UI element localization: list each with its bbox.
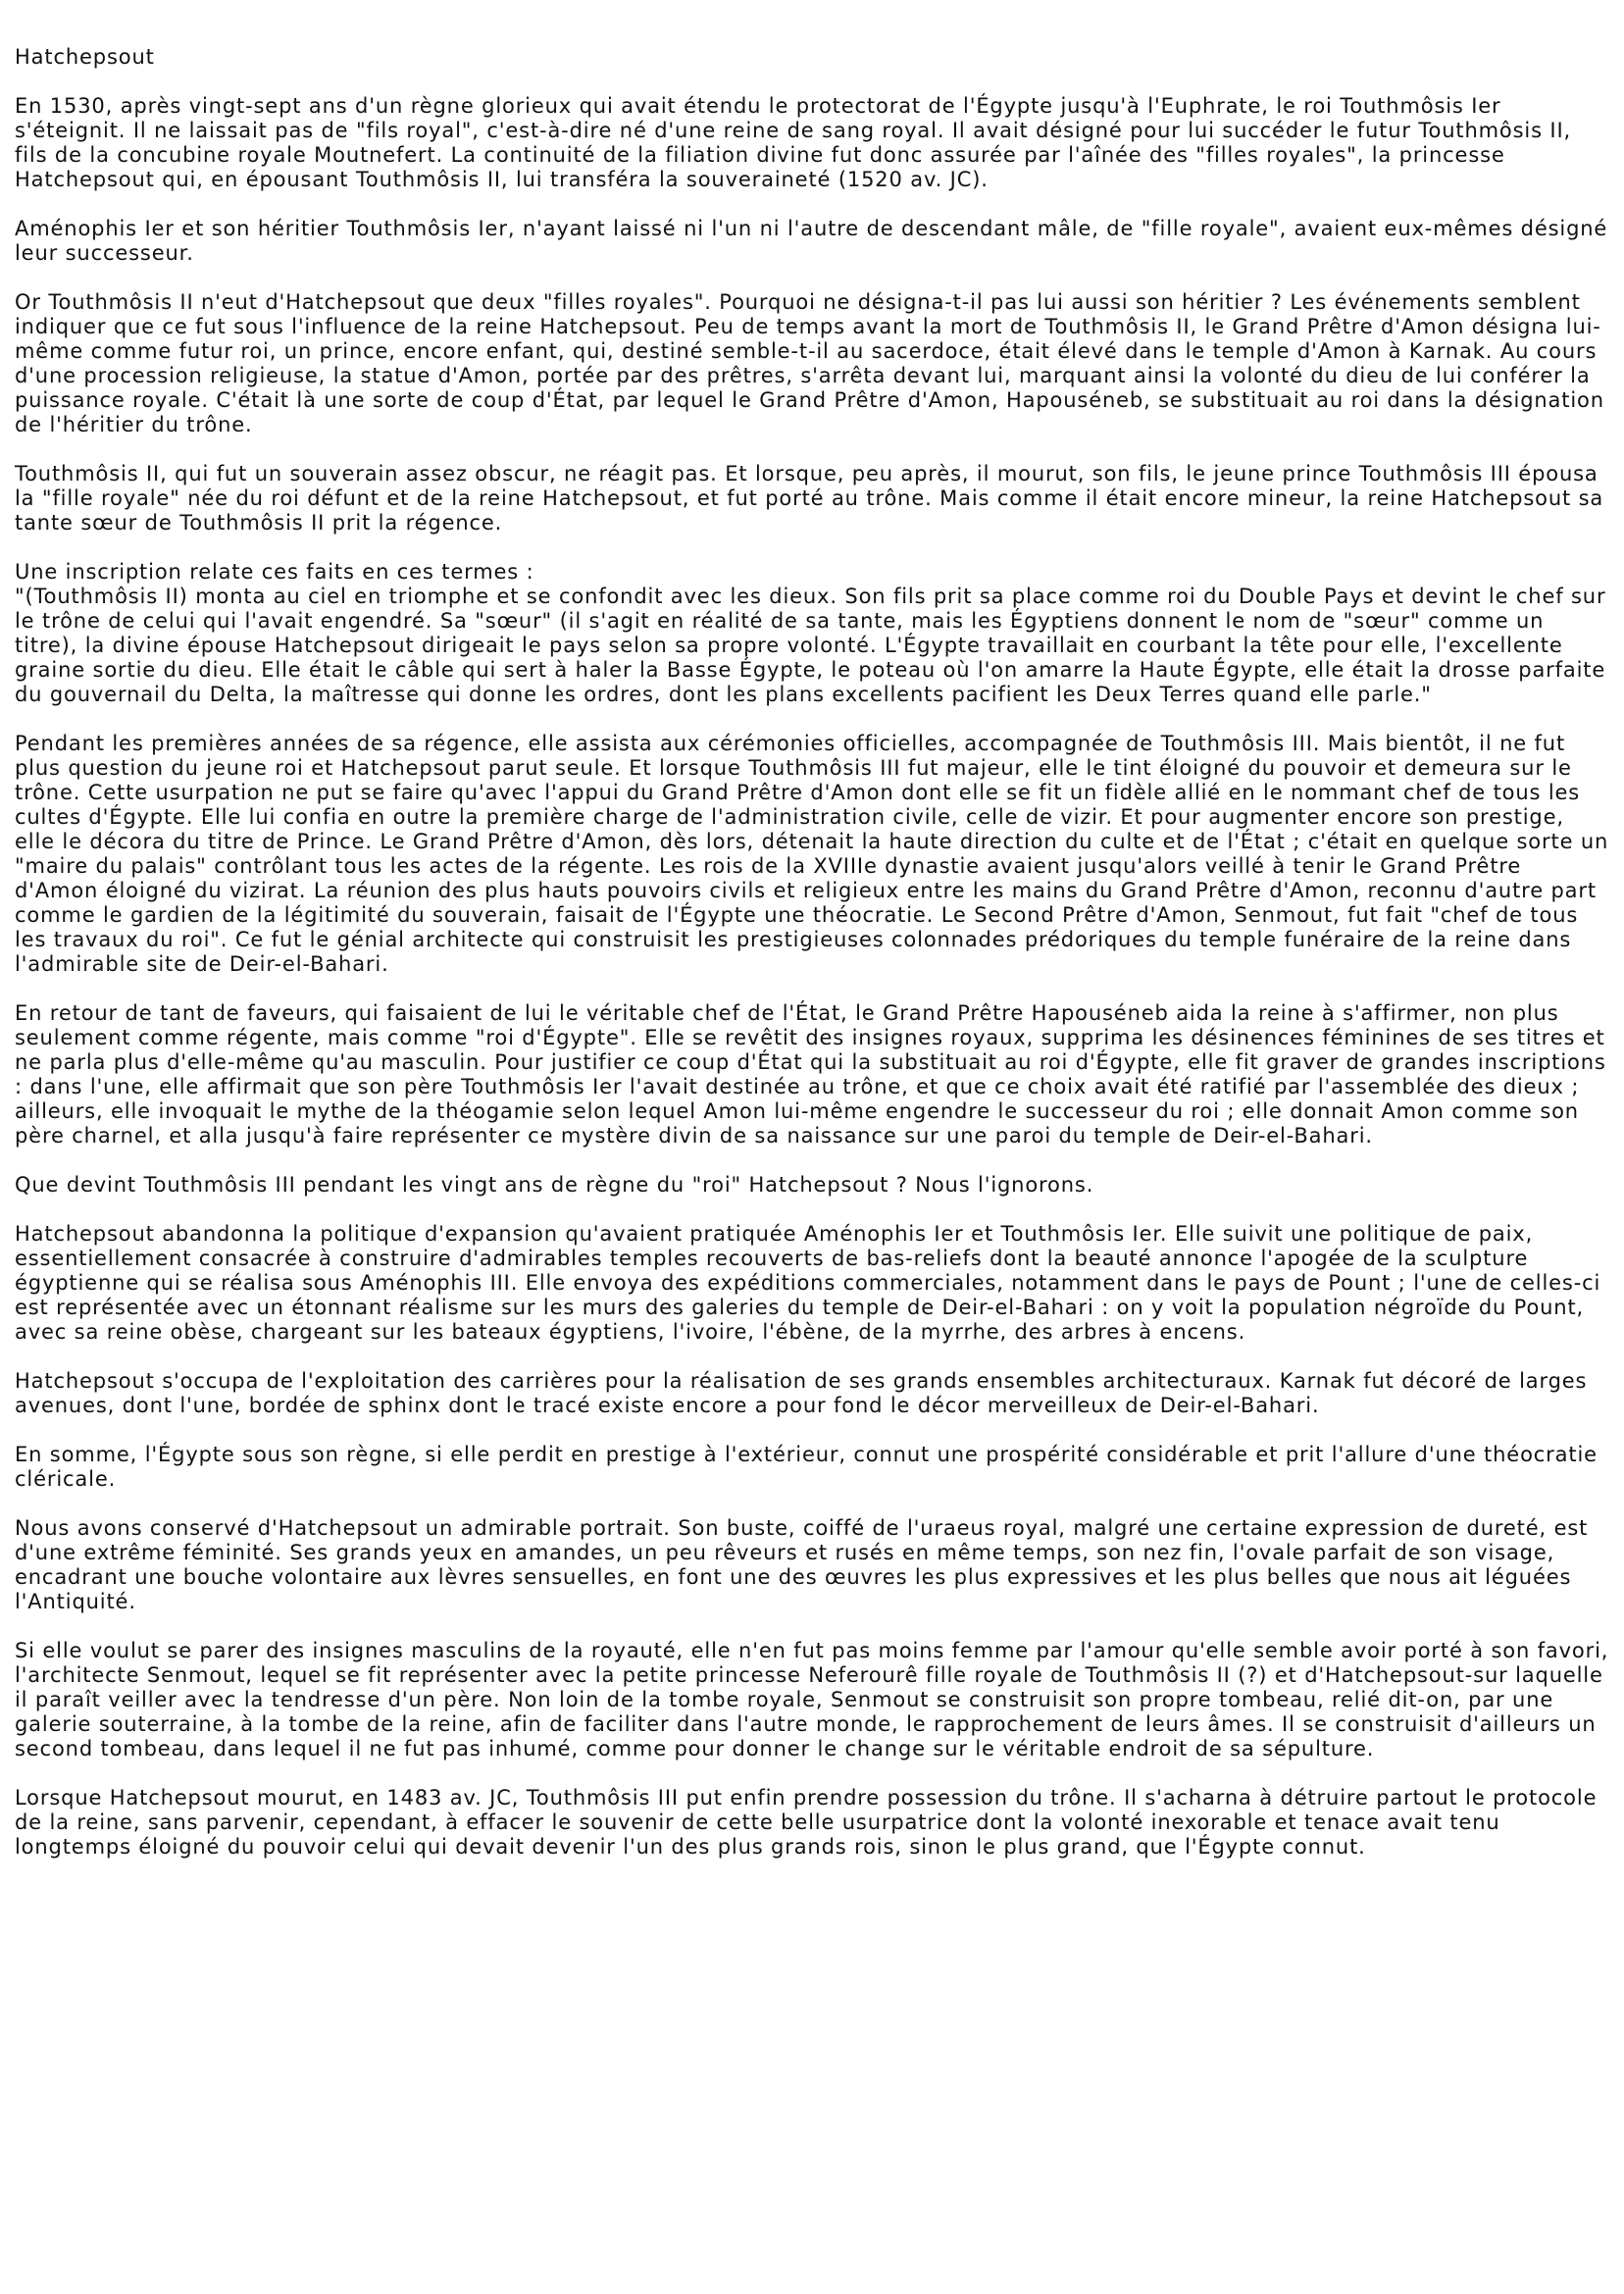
paragraph-carrieres: Hatchepsout s'occupa de l'exploitation des carrières pour la réalisation de ses grands ensembles architecturaux. Karnak fut décoré de larges avenues, dont l'une, bordée de sphinx dont le tracé existe encore a pour fond le décor merveilleux de Deir-el-Bahari. [15, 1369, 1588, 1417]
paragraph-heritier: Or Touthmôsis II n'eut d'Hatchepsout que deux "filles royales". Pourquoi ne désigna-t-il pas lui aussi son héritier ? Les événements semblent indiquer que ce fut sous l'influence de la reine Hatchepsout. Peu de temps avant la mort de Touthmôsis II, le Grand Prêtre d'Amon désigna lui-même comme futur roi, un prince, encore enfant, qui, destiné semble-t-il au sacerdoce, était élevé dans le temple d'Amon à Karnak. Au cours d'une procession religieuse, la statue d'Amon, portée par des prêtres, s'arrêta devant lui, marquant ainsi la volonté du dieu de lui conférer la puissance royale. C'était là une sorte de coup d'État, par lequel le Grand Prêtre d'Amon, Hapouséneb, se substituait au roi dans la désignation de l'héritier du trône. [15, 290, 1604, 436]
quote-intro: Une inscription relate ces faits en ces termes : [15, 560, 534, 584]
paragraph-usurpation: Pendant les premières années de sa régence, elle assista aux cérémonies officielles, accompagnée de Touthmôsis III. Mais bientôt, il ne fut plus question du jeune roi et Hatchepsout parut seule. Et lorsque Touthmôsis III fut majeur, elle le tint éloigné du pouvoir et demeura sur le trône. Cette usurpation ne put se faire qu'avec l'appui du Grand Prêtre d'Amon dont elle se fit un fidèle allié en le nommant chef de tous les cultes d'Égypte. Elle lui confia en outre la première charge de l'administration civile, celle de vizir. Et pour augmenter encore son prestige, elle le décora du titre de Prince. Le Grand Prêtre d'Amon, dès lors, détenait la haute direction du culte et de l'État ; c'était en quelque sorte un "maire du palais" contrôlant tous les actes de la régente. Les rois de la XVIIIe dynastie avaient jusqu'alors veillé à tenir le Grand Prêtre d'Amon éloigné du vizirat. La réunion des plus hauts pouvoirs civils et religieux entre les mains du Grand Prêtre d'Amon, reconnu d'autre part comme le gardien de la légitimité du souverain, faisait de l'Égypte une théocratie. Le Second Prêtre d'Amon, Senmout, fut fait "chef de tous les travaux du roi". Ce fut le génial architecte qui construisit les prestigieuses colonnades prédoriques du temple funéraire de la reine dans l'admirable site de Deir-el-Bahari. [15, 732, 1609, 976]
paragraph-amenophis: Aménophis Ier et son héritier Touthmôsis Ier, n'ayant laissé ni l'un ni l'autre de descendant mâle, de "fille royale", avaient eux-mêmes désigné leur successeur. [15, 217, 1608, 265]
paragraph-senmout: Si elle voulut se parer des insignes masculins de la royauté, elle n'en fut pas moins femme par l'amour qu'elle semble avoir porté à son favori, l'architecte Senmout, lequel se fit représenter avec la petite princesse Neferourê fille royale de Touthmôsis II (?) et d'Hatchepsout-sur laquelle il paraît veiller avec la tendresse d'un père. Non loin de la tombe royale, Senmout se construisit son propre tombeau, relié dit-on, par une galerie souterraine, à la tombe de la reine, afin de faciliter dans l'autre monde, le rapprochement de leurs âmes. Il se construisit d'ailleurs un second tombeau, dans lequel il ne fut pas inhumé, comme pour donner le change sur le véritable endroit de sa sépulture. [15, 1639, 1609, 1760]
paragraph-regence: Touthmôsis II, qui fut un souverain assez obscur, ne réagit pas. Et lorsque, peu après, il mourut, son fils, le jeune prince Touthmôsis III épousa la "fille royale" née du roi défunt et de la reine Hatchepsout, et fut porté au trône. Mais comme il était encore mineur, la reine Hatchepsout sa tante sœur de Touthmôsis II prit la régence. [15, 462, 1604, 535]
paragraph-en-somme: En somme, l'Égypte sous son règne, si elle perdit en prestige à l'extérieur, connut une prospérité considérable et prit l'allure d'une théocratie cléricale. [15, 1443, 1598, 1491]
paragraph-touthmosis-iii: Que devint Touthmôsis III pendant les vingt ans de règne du "roi" Hatchepsout ? Nous l'ignorons. [15, 1173, 1094, 1197]
paragraph-politique-paix: Hatchepsout abandonna la politique d'expansion qu'avaient pratiquée Aménophis Ier et Touthmôsis Ier. Elle suivit une politique de paix, essentiellement consacrée à construire d'admirables temples recouverts de bas-reliefs dont la beauté annonce l'apogée de la sculpture égyptienne qui se réalisa sous Aménophis III. Elle envoya des expéditions commerciales, notamment dans le pays de Pount ; l'une de celles-ci est représentée avec un étonnant réalisme sur les murs des galeries du temple de Deir-el-Bahari : on y voit la population négroïde du Pount, avec sa reine obèse, chargeant sur les bateaux égyptiens, l'ivoire, l'ébène, de la myrrhe, des arbres à encens. [15, 1222, 1601, 1344]
paragraph-succession: En 1530, après vingt-sept ans d'un règne glorieux qui avait étendu le protectorat de l'Égypte jusqu'à l'Euphrate, le roi Touthmôsis Ier s'éteignit. Il ne laissait pas de "fils royal", c'est-à-dire né d'une reine de sang royal. Il avait désigné pour lui succéder le futur Touthmôsis II, fils de la concubine royale Moutnefert. La continuité de la filiation divine fut donc assurée par l'aînée des "filles royales", la princesse Hatchepsout qui, en épousant Touthmôsis II, lui transféra la souveraineté (1520 av. JC). [15, 94, 1572, 191]
paragraph-portrait: Nous avons conservé d'Hatchepsout un admirable portrait. Son buste, coiffé de l'uraeus royal, malgré une certaine expression de dureté, est d'une extrême féminité. Ses grands yeux en amandes, un peu rêveurs et rusés en même temps, son nez fin, l'ovale parfait de son visage, encadrant une bouche volontaire aux lèvres sensuelles, en font une des œuvres les plus expressives et les plus belles que nous ait léguées l'Antiquité. [15, 1516, 1589, 1613]
inscription-quote: "(Touthmôsis II) monta au ciel en triomphe et se confondit avec les dieux. Son fils prit sa place comme roi du Double Pays et devint le chef sur le trône de celui qui l'avait engendré. Sa "sœur" (il s'agit en réalité de sa tante, mais les Égyptiens donnent le nom de "sœur" comme un titre), la divine épouse Hatchepsout dirigeait le pays selon sa propre volonté. L'Égypte travaillait en courbant la tête pour elle, l'excellente graine sortie du dieu. Elle était le câble qui sert à haler la Basse Égypte, le poteau où l'on amarre la Haute Égypte, elle était la drosse parfaite du gouvernail du Delta, la maîtresse qui donne les ordres, dont les plans excellents pacifient les Deux Terres quand elle parle." [15, 585, 1606, 706]
paragraph-roi-egypte: En retour de tant de faveurs, qui faisaient de lui le véritable chef de l'État, le Grand Prêtre Hapouséneb aida la reine à s'affirmer, non plus seulement comme régente, mais comme "roi d'Égypte". Elle se revêtit des insignes royaux, supprima les désinences féminines de ses titres et ne parla plus d'elle-même qu'au masculin. Pour justifier ce coup d'État qui la substituait au roi d'Égypte, elle fit graver de grandes inscriptions : dans l'une, elle affirmait que son père Touthmôsis Ier l'avait destinée au trône, et que ce choix avait été ratifié par l'assemblée des dieux ; ailleurs, elle invoquait le mythe de la théogamie selon lequel Amon lui-même engendre le successeur du roi ; elle donnait Amon comme son père charnel, et alla jusqu'à faire représenter ce mystère divin de sa naissance sur une paroi du temple de Deir-el-Bahari. [15, 1001, 1606, 1147]
document-title: Hatchepsout [15, 45, 155, 69]
paragraph-mort: Lorsque Hatchepsout mourut, en 1483 av. JC, Touthmôsis III put enfin prendre possession du trône. Il s'acharna à détruire partout le protocole de la reine, sans parvenir, cependant, à effacer le souvenir de cette belle usurpatrice dont la volonté inexorable et tenace avait tenu longtemps éloigné du pouvoir celui qui devait devenir l'un des plus grands rois, sinon le plus grand, que l'Égypte connut. [15, 1786, 1598, 1859]
document-page [15, 45, 1609, 1884]
